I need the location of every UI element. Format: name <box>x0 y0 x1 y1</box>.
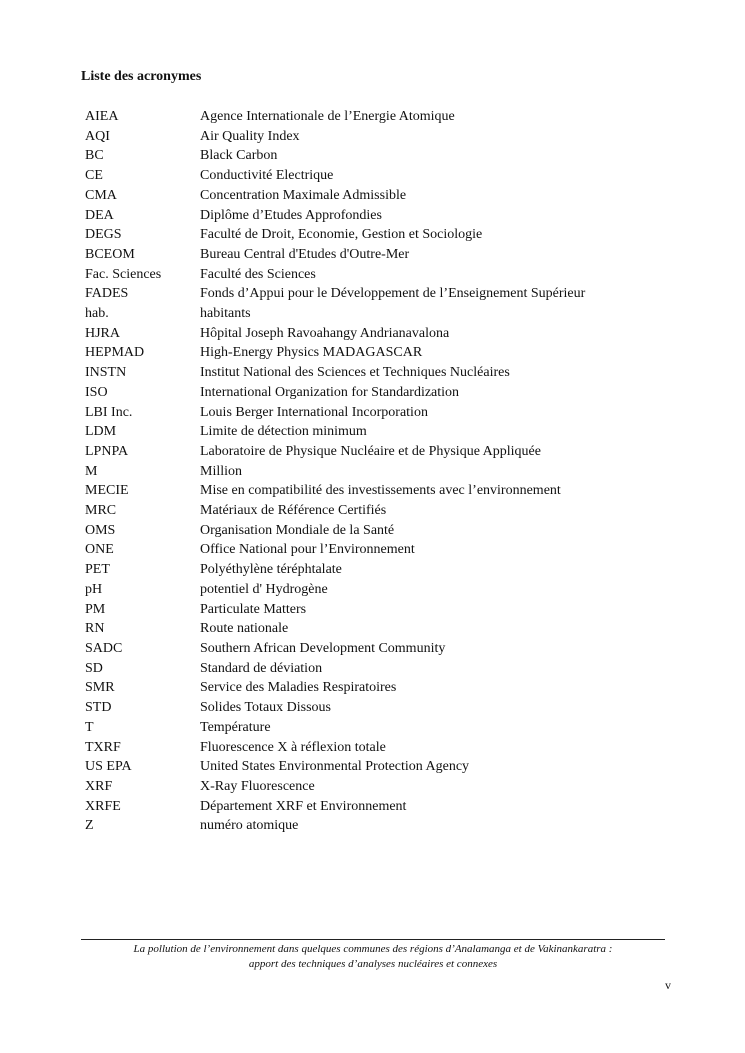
acronym-row <box>85 580 585 600</box>
acronym-abbreviation: DEGS <box>85 227 122 243</box>
acronym-row <box>85 540 585 560</box>
acronym-abbreviation: FADES <box>85 286 129 302</box>
acronym-definition: habitants <box>200 306 251 322</box>
acronym-abbreviation: US EPA <box>85 759 132 775</box>
acronym-definition: Fluorescence X à réflexion totale <box>200 739 386 755</box>
acronym-row <box>85 324 585 344</box>
page-title: Liste des acronymes <box>81 69 202 84</box>
acronym-definition: Faculté des Sciences <box>200 266 316 282</box>
acronym-abbreviation: XRFE <box>85 798 121 814</box>
acronym-abbreviation: XRF <box>85 778 113 794</box>
acronym-definition: Matériaux de Référence Certifiés <box>200 503 387 519</box>
acronym-row <box>85 481 585 501</box>
acronym-row <box>85 462 585 482</box>
acronym-row <box>85 403 585 423</box>
acronym-row <box>85 245 585 265</box>
acronym-abbreviation: INSTN <box>85 365 127 381</box>
acronym-definition: potentiel d' Hydrogène <box>200 581 328 597</box>
acronym-row <box>85 757 585 777</box>
acronym-row <box>85 363 585 383</box>
acronym-abbreviation: CMA <box>85 187 117 203</box>
acronym-row <box>85 738 585 758</box>
acronym-abbreviation: T <box>85 719 94 735</box>
acronym-abbreviation: LDM <box>85 424 117 440</box>
acronym-row <box>85 619 585 639</box>
acronym-definition: Standard de déviation <box>200 660 323 676</box>
acronym-abbreviation: CE <box>85 168 103 184</box>
acronym-abbreviation: STD <box>85 700 112 716</box>
acronym-row <box>85 422 585 442</box>
acronym-row <box>85 225 585 245</box>
acronym-row <box>85 600 585 620</box>
footer-line-1: La pollution de l’environnement dans quelques communes des régions d’Analamanga et de Vakinankaratra : <box>133 943 613 955</box>
acronym-definition: Office National pour l’Environnement <box>200 542 415 558</box>
acronym-abbreviation: pH <box>85 581 103 597</box>
acronym-table <box>85 107 585 836</box>
acronym-abbreviation: PM <box>85 601 106 617</box>
acronym-row <box>85 521 585 541</box>
acronym-row <box>85 107 585 127</box>
acronym-abbreviation: BCEOM <box>85 246 135 262</box>
acronym-definition: Solides Totaux Dissous <box>200 700 331 716</box>
acronym-definition: Mise en compatibilité des investissements avec l’environnement <box>200 483 561 499</box>
acronym-definition: Département XRF et Environnement <box>200 798 407 814</box>
acronym-abbreviation: MRC <box>85 503 117 519</box>
acronym-definition: Agence Internationale de l’Energie Atomique <box>200 109 455 124</box>
acronym-definition: Particulate Matters <box>200 601 307 617</box>
acronym-definition: X-Ray Fluorescence <box>200 778 315 794</box>
acronym-row <box>85 816 585 836</box>
acronym-definition: Black Carbon <box>200 148 278 164</box>
acronym-abbreviation: SADC <box>85 640 123 656</box>
acronym-row <box>85 639 585 659</box>
acronym-abbreviation: BC <box>85 148 104 164</box>
acronym-abbreviation: M <box>85 463 98 479</box>
acronym-row <box>85 166 585 186</box>
acronym-abbreviation: DEA <box>85 207 114 223</box>
acronym-abbreviation: MECIE <box>85 483 129 499</box>
acronym-abbreviation: ONE <box>85 542 114 558</box>
acronym-definition: Million <box>200 463 243 479</box>
acronym-row <box>85 127 585 147</box>
acronym-row <box>85 678 585 698</box>
acronym-definition: Conductivité Electrique <box>200 168 334 184</box>
acronym-row <box>85 304 585 324</box>
acronym-row <box>85 383 585 403</box>
acronym-row <box>85 698 585 718</box>
acronym-row <box>85 442 585 462</box>
page-footer <box>81 942 665 971</box>
acronym-abbreviation: HEPMAD <box>85 345 145 361</box>
acronym-abbreviation: SD <box>85 660 103 676</box>
acronym-definition: Fonds d’Appui pour le Développement de l’Enseignement Supérieur <box>200 286 586 302</box>
acronym-abbreviation: LBI Inc. <box>85 404 133 420</box>
acronym-definition: Institut National des Sciences et Techniques Nucléaires <box>200 365 510 381</box>
acronym-abbreviation: hab. <box>85 306 109 322</box>
acronym-abbreviation: AIEA <box>85 109 119 124</box>
acronym-row <box>85 265 585 285</box>
acronym-abbreviation: AQI <box>85 128 110 144</box>
acronym-row <box>85 797 585 817</box>
acronym-definition: Service des Maladies Respiratoires <box>200 680 397 696</box>
acronym-row <box>85 146 585 166</box>
acronym-definition: Concentration Maximale Admissible <box>200 187 407 203</box>
acronym-abbreviation: OMS <box>85 522 116 538</box>
acronym-definition: Diplôme d’Etudes Approfondies <box>200 207 382 223</box>
acronym-definition: Température <box>200 719 271 735</box>
acronym-definition: Southern African Development Community <box>200 640 446 656</box>
acronym-abbreviation: Fac. Sciences <box>85 266 162 282</box>
acronym-definition: Faculté de Droit, Economie, Gestion et Sociologie <box>200 227 483 243</box>
acronym-definition: Hôpital Joseph Ravoahangy Andrianavalona <box>200 325 450 341</box>
acronym-definition: Organisation Mondiale de la Santé <box>200 522 395 538</box>
acronym-abbreviation: PET <box>85 562 110 578</box>
footer-line-2: apport des techniques d’analyses nucléaires et connexes <box>248 957 498 970</box>
acronym-definition: Laboratoire de Physique Nucléaire et de Physique Appliquée <box>200 443 541 459</box>
acronym-row <box>85 186 585 206</box>
acronym-row <box>85 659 585 679</box>
page-number: v <box>665 978 671 992</box>
acronym-row <box>85 284 585 304</box>
acronym-row <box>85 343 585 363</box>
acronym-abbreviation: Z <box>85 818 94 834</box>
acronym-definition: Air Quality Index <box>200 128 300 144</box>
acronym-abbreviation: ISO <box>85 384 108 400</box>
acronym-abbreviation: HJRA <box>85 325 121 341</box>
acronym-definition: United States Environmental Protection Agency <box>200 759 470 775</box>
acronym-definition: Route nationale <box>200 621 289 637</box>
acronym-row <box>85 501 585 521</box>
acronym-definition: Bureau Central d'Etudes d'Outre-Mer <box>200 246 410 262</box>
acronym-definition: Limite de détection minimum <box>200 424 367 440</box>
acronym-row <box>85 777 585 797</box>
acronym-list <box>85 107 585 836</box>
acronym-definition: International Organization for Standardization <box>200 384 460 400</box>
acronym-definition: Polyéthylène téréphtalate <box>200 562 342 578</box>
acronym-row <box>85 718 585 738</box>
acronym-abbreviation: TXRF <box>85 739 121 755</box>
acronym-definition: Louis Berger International Incorporation <box>200 404 428 420</box>
acronym-definition: numéro atomique <box>200 818 299 834</box>
acronym-abbreviation: SMR <box>85 680 115 696</box>
acronym-abbreviation: RN <box>85 621 105 637</box>
acronym-definition: High-Energy Physics MADAGASCAR <box>200 345 423 361</box>
acronym-abbreviation: LPNPA <box>85 443 129 459</box>
acronym-row <box>85 560 585 580</box>
footer-divider <box>81 939 665 940</box>
acronym-row <box>85 206 585 226</box>
